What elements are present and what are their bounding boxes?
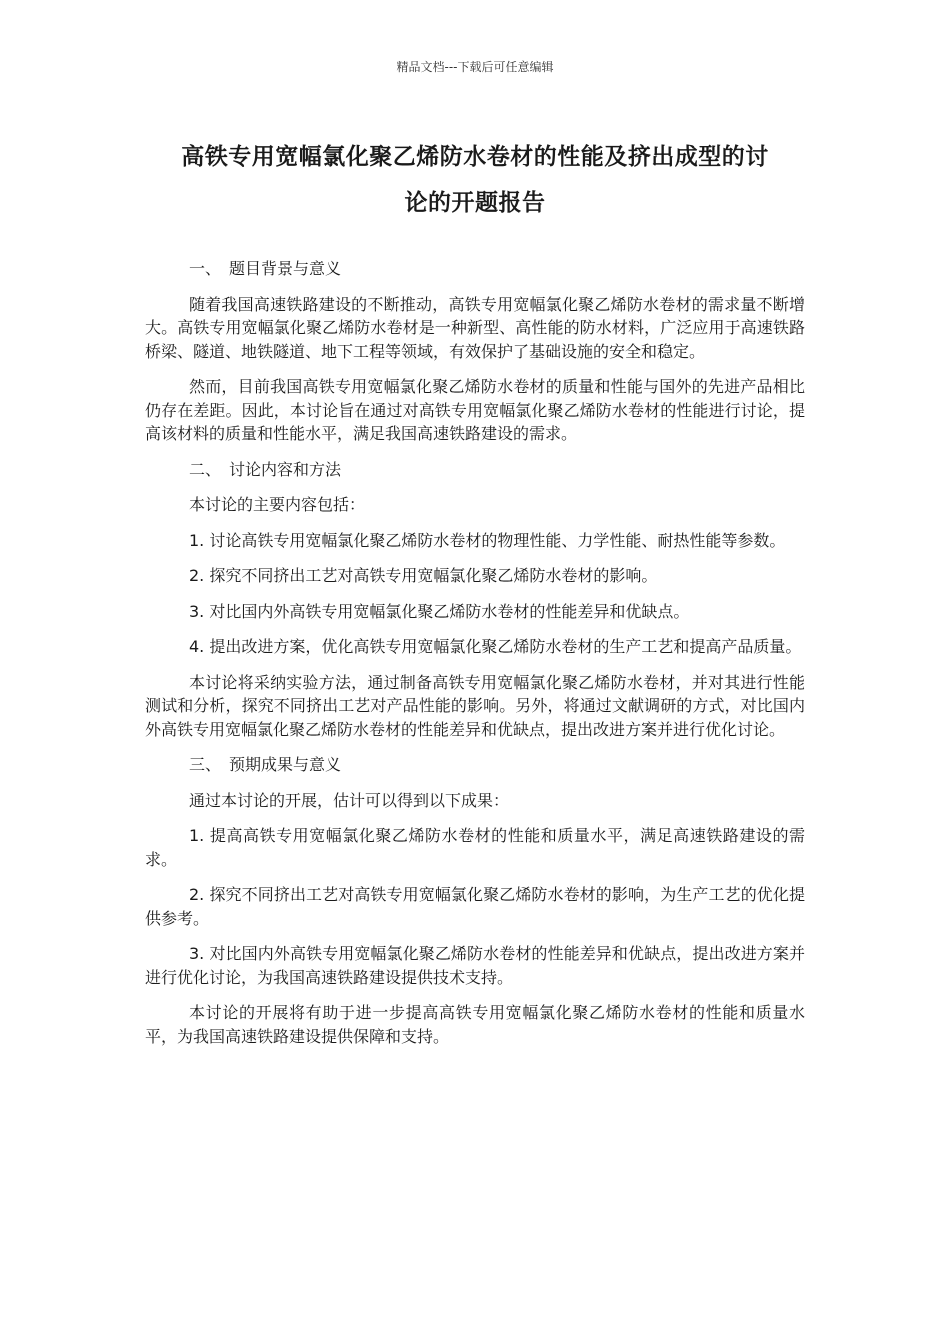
- title-line-1: 高铁专用宽幅氯化聚乙烯防水卷材的性能及挤出成型的讨: [181, 144, 769, 170]
- list-item: 1. 讨论高铁专用宽幅氯化聚乙烯防水卷材的物理性能、力学性能、耐热性能等参数。: [189, 530, 786, 550]
- title-line-2: 论的开题报告: [404, 190, 546, 216]
- list-item: 3. 对比国内外高铁专用宽幅氯化聚乙烯防水卷材的性能差异和优缺点。: [189, 601, 690, 621]
- section-number-2: 二、: [189, 459, 222, 479]
- section-heading-1: [145, 257, 805, 281]
- list-item: 4. 提出改进方案，优化高铁专用宽幅氯化聚乙烯防水卷材的生产工艺和提高产品质量。: [189, 637, 802, 656]
- paragraph: 通过本讨论的开展，估计可以得到以下成果：: [189, 790, 510, 810]
- paragraph: 本讨论的主要内容包括：: [189, 495, 366, 514]
- paragraph: 随着我国高速铁路建设的不断推动，高铁专用宽幅氯化聚乙烯防水卷材的需求量不断增大。高铁专用宽幅氯化聚乙烯防水卷材是一种新型、高性能的防水材料，广泛应用于高速铁路桥梁、隧道、地铁隧道、地下工程等领域，有效保护了基础设施的安全和稳定。: [145, 294, 805, 361]
- section-title-1: 题目背景与意义: [229, 259, 342, 278]
- section-number-1: 一、: [189, 259, 222, 278]
- section-heading-3: [145, 753, 805, 777]
- list-item: 2. 探究不同挤出工艺对高铁专用宽幅氯化聚乙烯防水卷材的影响，为生产工艺的优化提供参考。: [145, 885, 805, 928]
- paragraph: 本讨论的开展将有助于进一步提高高铁专用宽幅氯化聚乙烯防水卷材的性能和质量水平，为我国高速铁路建设提供保障和支持。: [145, 1003, 805, 1046]
- section-title-3: 预期成果与意义: [229, 755, 342, 774]
- paragraph: 然而，目前我国高铁专用宽幅氯化聚乙烯防水卷材的质量和性能与国外的先进产品相比仍存在差距。因此，本讨论旨在通过对高铁专用宽幅氯化聚乙烯防水卷材的性能进行讨论，提高该材料的质量和性能水平，满足我国高速铁路建设的需求。: [145, 377, 805, 443]
- section-title-2: 讨论内容和方法: [229, 459, 342, 479]
- list-item: 1. 提高高铁专用宽幅氯化聚乙烯防水卷材的性能和质量水平，满足高速铁路建设的需求。: [145, 826, 805, 869]
- document-title: [145, 134, 805, 226]
- document-body: [145, 257, 805, 1060]
- paragraph: 本讨论将采纳实验方法，通过制备高铁专用宽幅氯化聚乙烯防水卷材，并对其进行性能测试和分析，探究不同挤出工艺对产品性能的影响。另外，将通过文献调研的方式，对比国内外高铁专用宽幅氯化聚乙烯防水卷材的性能差异和优缺点，提出改进方案并进行优化讨论。: [145, 672, 805, 739]
- list-item: 2. 探究不同挤出工艺对高铁专用宽幅氯化聚乙烯防水卷材的影响。: [189, 566, 658, 585]
- section-number-3: 三、: [189, 755, 222, 774]
- list-item: 3. 对比国内外高铁专用宽幅氯化聚乙烯防水卷材的性能差异和优缺点，提出改进方案并进行优化讨论，为我国高速铁路建设提供技术支持。: [145, 944, 805, 987]
- section-heading-2: [145, 458, 805, 482]
- header-note: 精品文档---下载后可任意编辑: [396, 60, 554, 74]
